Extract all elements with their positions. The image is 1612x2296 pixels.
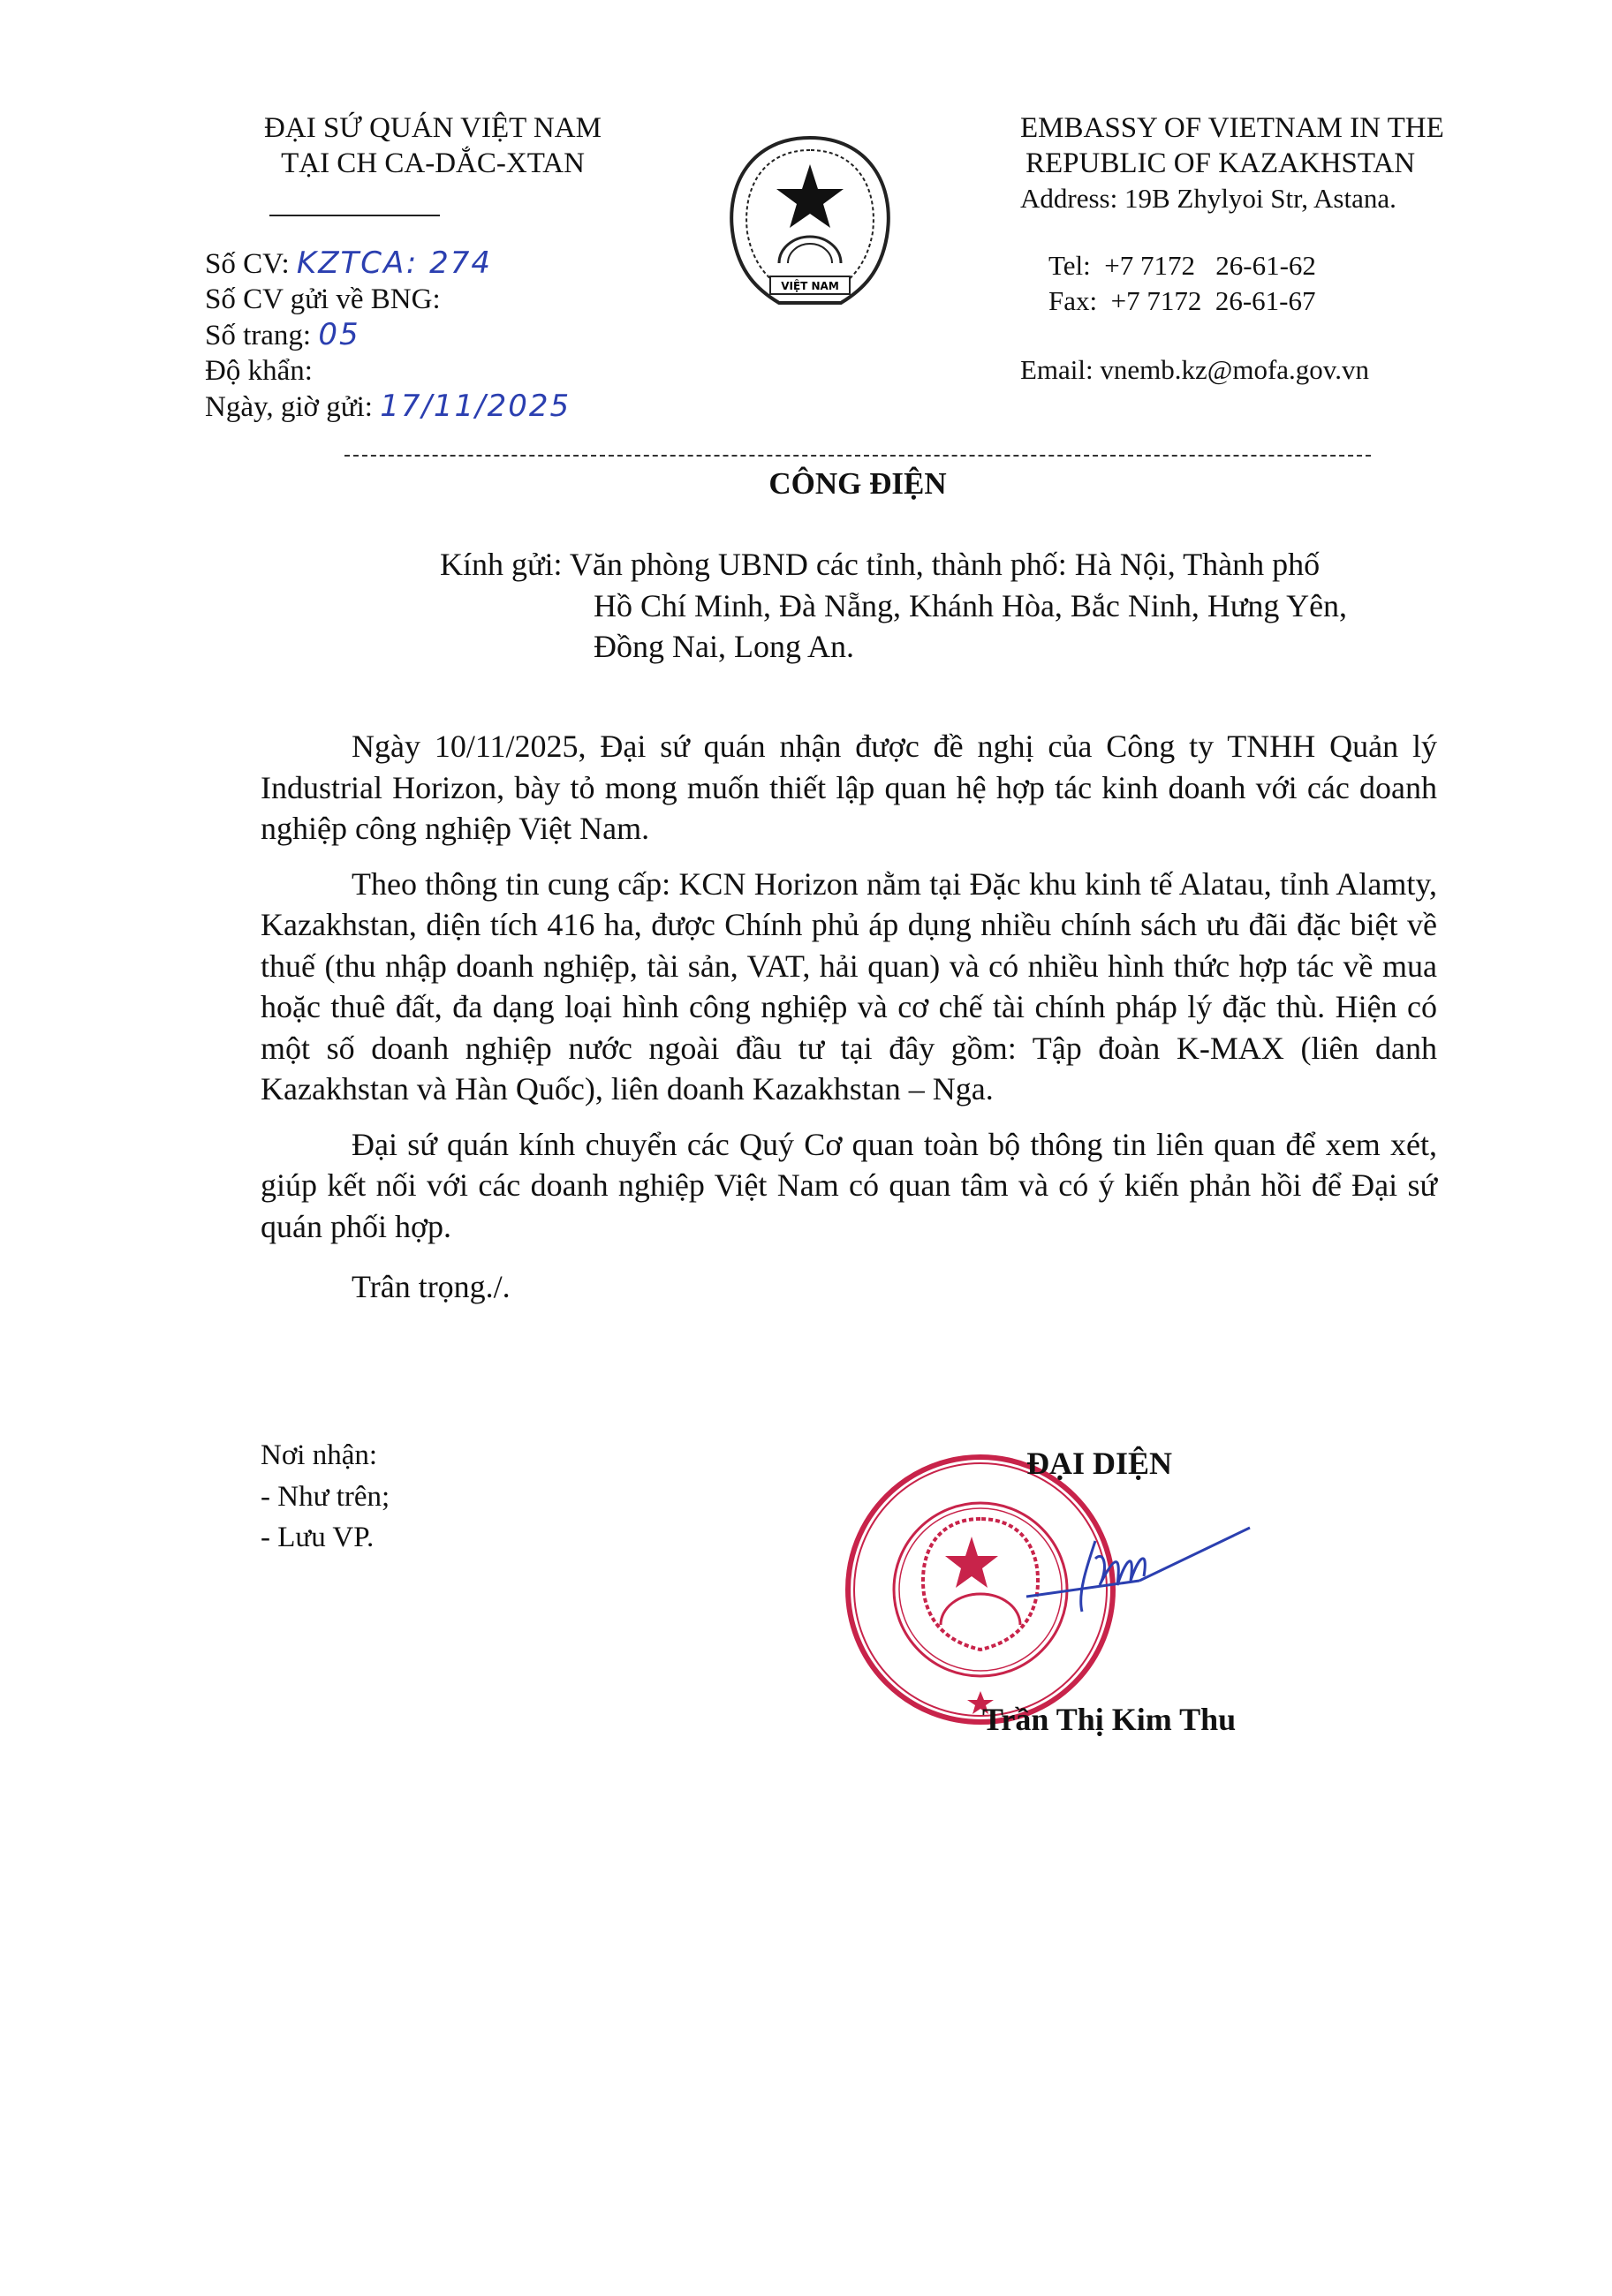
handwritten-signature-icon: [1016, 1514, 1254, 1629]
national-emblem-icon: [717, 131, 903, 312]
issuer-name: [212, 110, 654, 181]
embassy-line2: REPUBLIC OF KAZAKHSTAN: [1025, 147, 1416, 179]
signatory-name: Trần Thị Kim Thu: [982, 1702, 1237, 1737]
dashed-separator: [344, 455, 1371, 457]
paragraph: Ngày 10/11/2025, Đại sứ quán nhận được đề nghị của Công ty TNHH Quản lý Industrial Horizon, bày tỏ mong muốn thiết lập quan hệ hợp tác kinh doanh với các doanh nghiệp công nghiệp Việt Nam.: [261, 729, 1437, 846]
document-fields: [205, 245, 571, 425]
letter-body: [261, 726, 1437, 1322]
handwritten-value: 17/11/2025: [380, 389, 571, 424]
field-so-cv: Số CV: KZTCA: 274: [205, 245, 493, 281]
embassy-info: [1020, 110, 1444, 388]
recipient-block: [440, 544, 1447, 668]
header-divider: [269, 215, 440, 216]
embassy-line1: EMBASSY OF VIETNAM IN THE: [1020, 112, 1444, 144]
recipient-line2: Hồ Chí Minh, Đà Nẵng, Khánh Hòa, Bắc Ninh, Hưng Yên,: [594, 587, 1348, 623]
embassy-fax: Fax: +7 7172 26-61-67: [1048, 285, 1316, 316]
recipients-list: [261, 1435, 390, 1559]
field-ngay-gio-gui: Ngày, giờ gửi: 17/11/2025: [205, 389, 571, 424]
recipient-item: - Như trên;: [261, 1480, 390, 1513]
embassy-address: Address: 19B Zhylyoi Str, Astana.: [1020, 183, 1396, 214]
document-title: CÔNG ĐIỆN: [768, 466, 947, 501]
closing: Trân trọng./.: [352, 1269, 511, 1304]
paragraph: Đại sứ quán kính chuyển các Quý Cơ quan toàn bộ thông tin liên quan để xem xét, giúp kết nối với các doanh nghiệp Việt Nam có quan tâm và có ý kiến phản hồi để Đại sứ quán phối hợp.: [261, 1126, 1437, 1244]
field-so-trang: Số trang: 05: [205, 317, 360, 352]
recipients-label: Nơi nhận:: [261, 1439, 378, 1471]
field-so-cv-bng: Số CV gửi về BNG:: [205, 283, 441, 315]
paragraph: Theo thông tin cung cấp: KCN Horizon nằm tại Đặc khu kinh tế Alatau, tỉnh Alamty, Kazakhstan, diện tích 416 ha, được Chính phủ áp dụng nhiều chính sách ưu đãi đặc biệt về thuế (thu nhập doanh nghiệp, tài sản, VAT, hải quan) và có nhiều hình thức hợp tác về mua hoặc thuê đất, đa dạng loại hình công nghiệp và cơ chế tài chính pháp lý đặc thù. Hiện có một số doanh nghiệp nước ngoài đầu tư tại đây gồm: Tập đoàn K-MAX (liên danh Kazakhstan và Hàn Quốc), liên doanh Kazakhstan – Nga.: [261, 865, 1437, 1106]
issuer-line2: TẠI CH CA-DẮC-XTAN: [281, 147, 585, 179]
signatory-title: ĐẠI DIỆN: [1026, 1446, 1173, 1481]
handwritten-value: 05: [318, 317, 360, 352]
emblem-text: VIỆT NAM: [781, 280, 839, 292]
field-do-khan: Độ khẩn:: [205, 355, 313, 387]
recipient-line1: Kính gửi: Văn phòng UBND các tỉnh, thành phố: Hà Nội, Thành phố: [440, 547, 1321, 582]
embassy-tel: Tel: +7 7172 26-61-62: [1048, 250, 1316, 281]
recipient-line3: Đồng Nai, Long An.: [594, 629, 854, 664]
embassy-email: Email: vnemb.kz@mofa.gov.vn: [1020, 354, 1370, 385]
issuer-line1: ĐẠI SỨ QUÁN VIỆT NAM: [264, 112, 602, 144]
recipient-item: - Lưu VP.: [261, 1522, 375, 1553]
handwritten-value: KZTCA: 274: [296, 245, 493, 281]
